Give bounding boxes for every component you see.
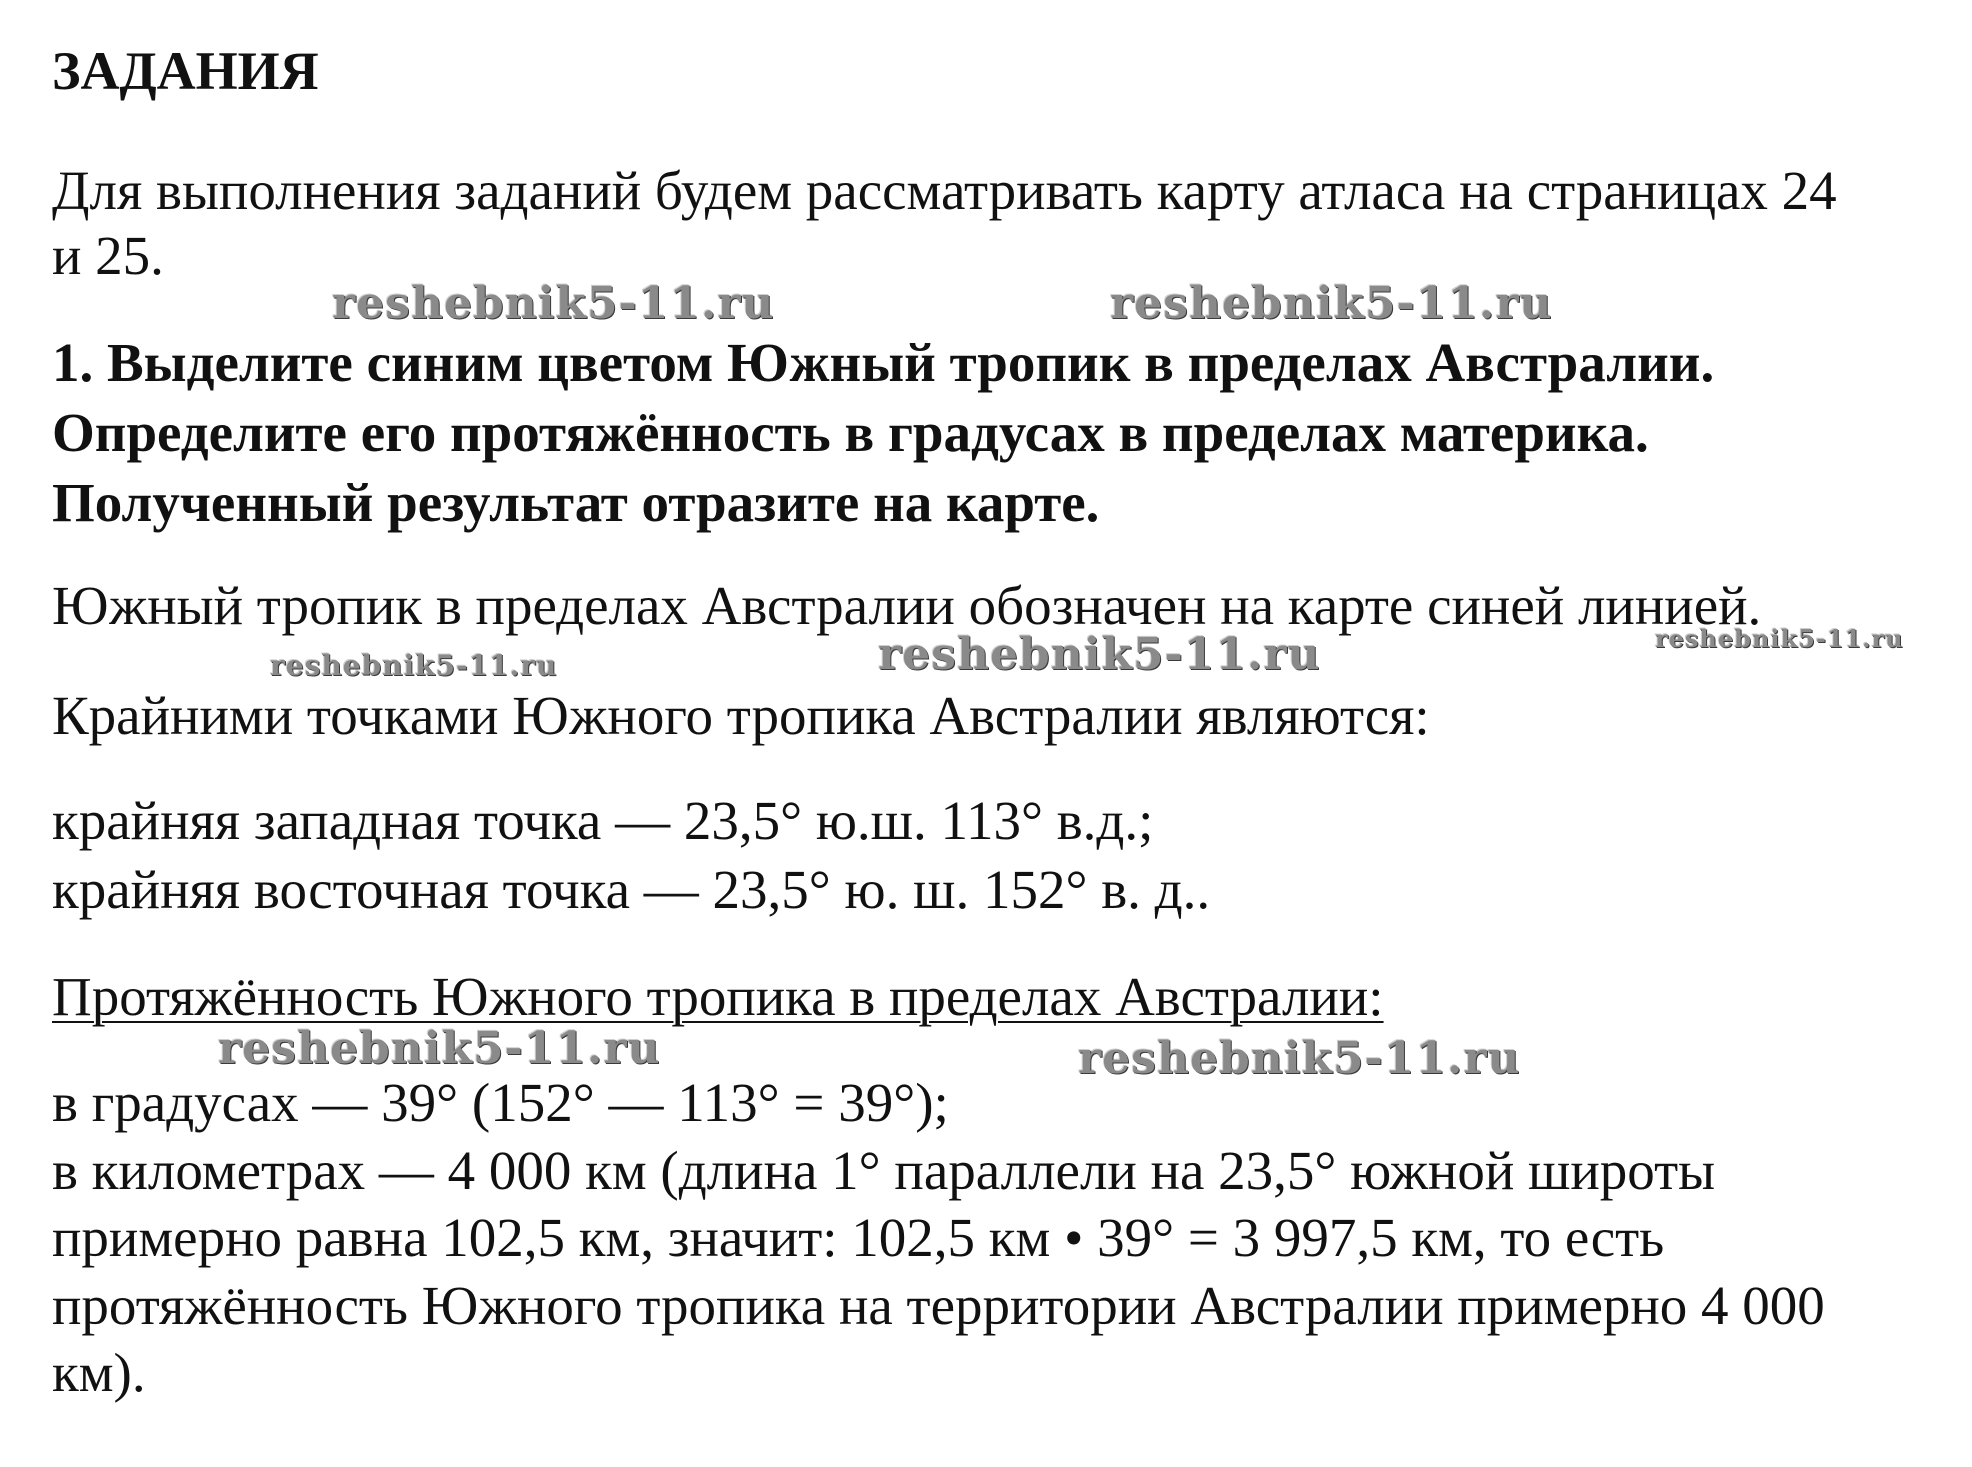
page-heading: ЗАДАНИЯ	[52, 41, 319, 101]
length-degrees-line: в градусах — 39° (152° — 113° = 39°);	[52, 1072, 949, 1133]
length-km-line-2: примерно равна 102,5 км, значит: 102,5 км • 39° = 3 997,5 км, то есть	[52, 1207, 1665, 1268]
watermark: reshebnik5-11.ru	[1110, 278, 1553, 329]
extreme-point-west: крайняя западная точка — 23,5° ю.ш. 113° в.д.;	[52, 790, 1154, 851]
watermark: reshebnik5-11.ru	[878, 629, 1321, 680]
task-line-3: Полученный результат отразите на карте.	[52, 472, 1100, 533]
watermark: reshebnik5-11.ru	[1655, 624, 1904, 653]
extreme-point-east: крайняя восточная точка — 23,5° ю. ш. 152° в. д..	[52, 859, 1211, 920]
length-km-line-3: протяжённость Южного тропика на территории Австралии примерно 4 000	[52, 1275, 1825, 1336]
length-heading: Протяжённость Южного тропика в пределах Австралии:	[52, 966, 1384, 1027]
watermark: reshebnik5-11.ru	[270, 649, 558, 682]
task-line-1: 1. Выделите синим цветом Южный тропик в пределах Австралии.	[52, 332, 1715, 393]
watermark: reshebnik5-11.ru	[1078, 1033, 1521, 1084]
intro-line-1: Для выполнения заданий будем рассматривать карту атласа на страницах 24	[52, 160, 1837, 221]
answer-line: Южный тропик в пределах Австралии обозначен на карте синей линией.	[52, 575, 1762, 636]
length-km-line-4: км).	[52, 1342, 146, 1403]
length-km-line-1: в километрах — 4 000 км (длина 1° параллели на 23,5° южной широты	[52, 1140, 1716, 1201]
intro-line-2: и 25.	[52, 225, 164, 286]
watermark: reshebnik5-11.ru	[218, 1023, 661, 1074]
task-line-2: Определите его протяжённость в градусах в пределах материка.	[52, 402, 1649, 463]
extreme-points-intro: Крайними точками Южного тропика Австралии являются:	[52, 685, 1430, 746]
watermark: reshebnik5-11.ru	[332, 278, 775, 329]
